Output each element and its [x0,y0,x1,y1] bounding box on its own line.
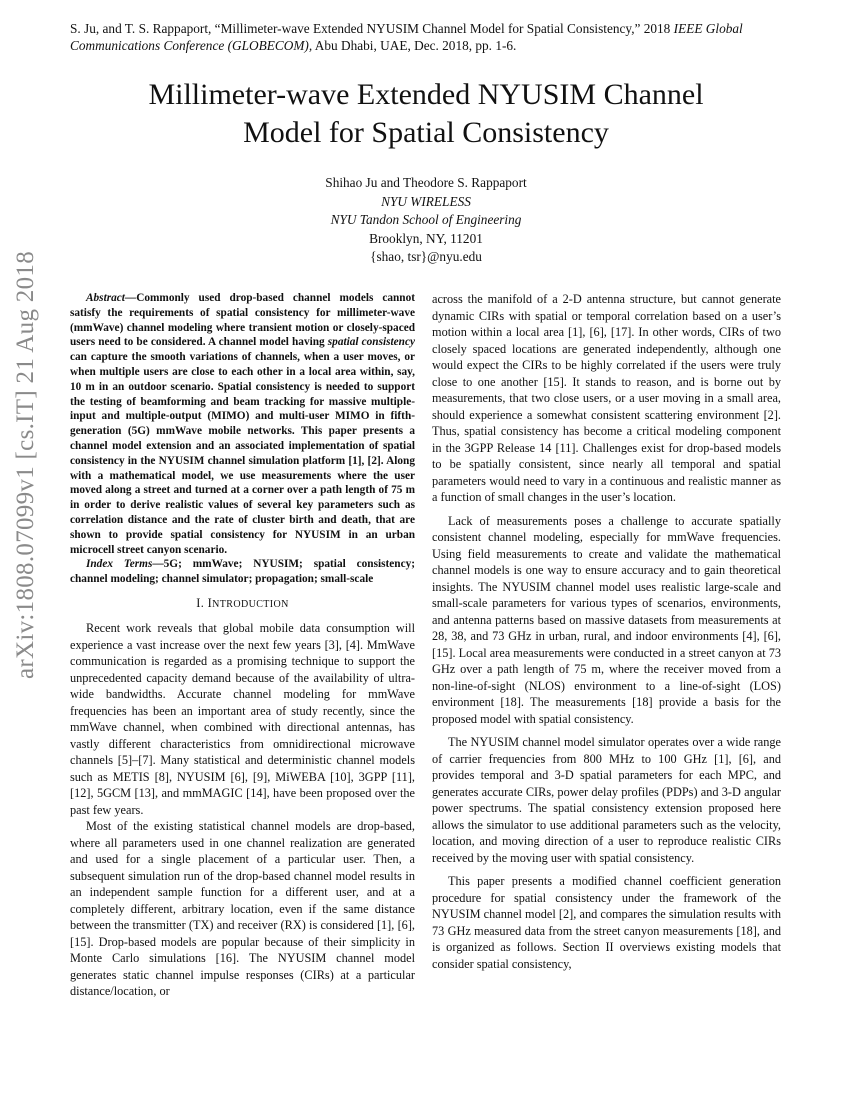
right-paragraph-3: The NYUSIM channel model simulator operates over a wide range of carrier frequencies from 800 MHz to 100 GHz [1], [6], and provides temporal and 3-D spatial parameters for each MPC, and generates accurate CIRs, power delay profiles (PDPs) and 3-D angular power spectrums. The spatial consistency extension proposed here allows the simulator to use additional parameters such as the velocity, location, and moving direction of a user to reproduce realistic CIRs received by the moving user with spatial consistency. [432,735,781,865]
author-email: {shao, tsr}@nyu.edu [370,249,482,265]
author-org: NYU WIRELESS [381,193,471,209]
abstract [70,291,415,557]
abstract-dash: — [124,292,137,304]
arxiv-stamp [2,250,50,680]
right-paragraph-1: across the manifold of a 2-D antenna structure, but cannot generate dynamic CIRs with spatial or temporal correlation based on a user’s motion within a local area [1], [6], [17]. In other words, CIRs of two closely spaced locations are generated independently, although one would expect the CIRs to be highly correlated if the users were truly close to one another [15]. It stands to reason, and is borne out by measurements, that two close users, or a user moving in a small area, should experience a somewhat consistent scattering environment [2]. Thus, spatial consistency has become a critical modeling component in the 3GPP Release 14 [11]. Challenges exist for drop-based models to be spatially consistent, since nearly all temporal and spatial parameters would need to vary in a continuous and realistic manner as a function of small changes in the user’s location. [432,292,781,504]
author-block [70,174,782,267]
paper-title [70,76,782,152]
left-column [70,291,415,1000]
abstract-text-2: can capture the smooth variations of channels, when a user moves, or when multiple users are close to each other in a local area within, say, 10 m in an outdoor scenario. Spatial consistency is needed to support the testing of beamforming and beam tracking for massive multiple-input and multiple-output (MIMO) and multi-user MIMO in fifth-generation (5G) mmWave mobile networks. This paper presents a channel model extension and an associated implementation of spatial consistency in the NYUSIM channel simulation platform [1], [2]. Along with a mathematical model, we use measurements where the user moved along a street and turned at a corner over a path length of 75 m in order to derive realistic values of several key parameters such as correlation distance and the rate of cluster birth and death, that are shown to provide spatial consistency for NYUSIM in an urban microcell street canyon scenario. [70,351,415,556]
citation-venue: IEEE Global Communications Conference (GLOBECOM), [70,21,743,53]
citation-location: Abu Dhabi, UAE, Dec. 2018, pp. 1-6. [312,38,517,53]
title-line-1: Millimeter-wave Extended NYUSIM Channel [148,78,704,111]
abstract-text-1: Commonly used drop-based channel models cannot satisfy the requirements of spatial consistency for millimeter-wave (mmWave) channel modeling where transient motion or closely-spaced users need to be considered. A channel model having [70,292,415,349]
right-paragraph-2: Lack of measurements poses a challenge to accurate spatially consistent channel modeling, especially for mmWave frequencies. Using field measurements to create and validate the mathematical channel models is one way to ensure accuracy and to gain theoretical insights. The NYUSIM channel model uses realistic large-scale and small-scale parameters for various types of scenarios, environments, and antenna patterns based on massive datasets from measurements at 28, 38, and 73 GHz in urban, rural, and indoor environments [4], [6], [15]. Local area measurements were conducted in a street canyon at 73 GHz over a path length of 75 m, where the receiver moved from a non-line-of-sight (NLOS) environment to a line-of-sight (LOS) environment [18]. The measurements [18] provide a basis for the proposed model with spatial consistency. [432,513,781,726]
arxiv-stamp-text: arXiv:1808.07099v1 [cs.IT] 21 Aug 2018 [12,250,39,680]
author-names: Shihao Ju and Theodore S. Rappaport [325,175,527,190]
section-numeral: I. I [196,595,213,610]
author-city: Brooklyn, NY, 11201 [369,230,483,246]
right-paragraph-4: This paper presents a modified channel coefficient generation procedure for spatial consistency under the framework of the NYUSIM channel model [2], and compares the simulation results with 73 GHz measured data from the street canyon measurements [18], and is organized as follows. Section II overviews existing models that consider spatial consistency, [432,874,781,971]
right-column [432,291,781,972]
citation-header [70,20,790,54]
left-paragraph-1: Recent work reveals that global mobile data consumption will experience a vast increase over the next few years [3], [4]. MmWave communication is regarded as a promising technique to support the unprecedented capacity demand because of the availability of ultra-wide bandwidths. Accurate channel modeling for mmWave frequencies has been an important area of study recently, since the mmWave channel, when combined with directional antennas, has vastly different characteristics from omnidirectional microwave channels [5]–[7]. Many statistical and deterministic channel models such as METIS [8], NYUSIM [6], [9], MiWEBA [10], 3GPP [11], [12], 5GCM [13], and mmMAGIC [14], have been proposed over the past few years. [70,621,415,817]
section-heading-introduction [70,595,415,614]
index-terms-dash: — [152,558,164,571]
title-line-2: Model for Spatial Consistency [243,116,609,149]
abstract-label: Abstract [86,292,125,304]
index-terms-label: Index Terms [86,558,153,571]
left-paragraph-2: Most of the existing statistical channel models are drop-based, where all parameters used in one channel realization are generated and used for a single placement of a particular user. Then, a subsequent simulation run of the drop-based channel model results in an independent sample function for a different user, and at a completely different, arbitrary location, even if the same distance between the transmitter (TX) and receiver (RX) is considered [1], [6], [15]. Drop-based models are popular because of their simplicity in Monte Carlo simulations [16]. The NYUSIM channel model generates static channel impulse responses (CIRs) at a particular distance/location, or [70,819,415,999]
author-school: NYU Tandon School of Engineering [330,212,522,228]
index-terms [70,557,415,587]
citation-text: S. Ju, and T. S. Rappaport, “Millimeter-wave Extended NYUSIM Channel Model for Spatial Consistency,” 2018 [70,21,674,36]
index-terms-text: 5G; mmWave; NYUSIM; spatial consistency; channel modeling; channel simulator; propagation; small-scale [70,558,415,586]
section-title-rest: NTRODUCTION [212,598,289,610]
abstract-term: spatial consistency [327,336,415,349]
